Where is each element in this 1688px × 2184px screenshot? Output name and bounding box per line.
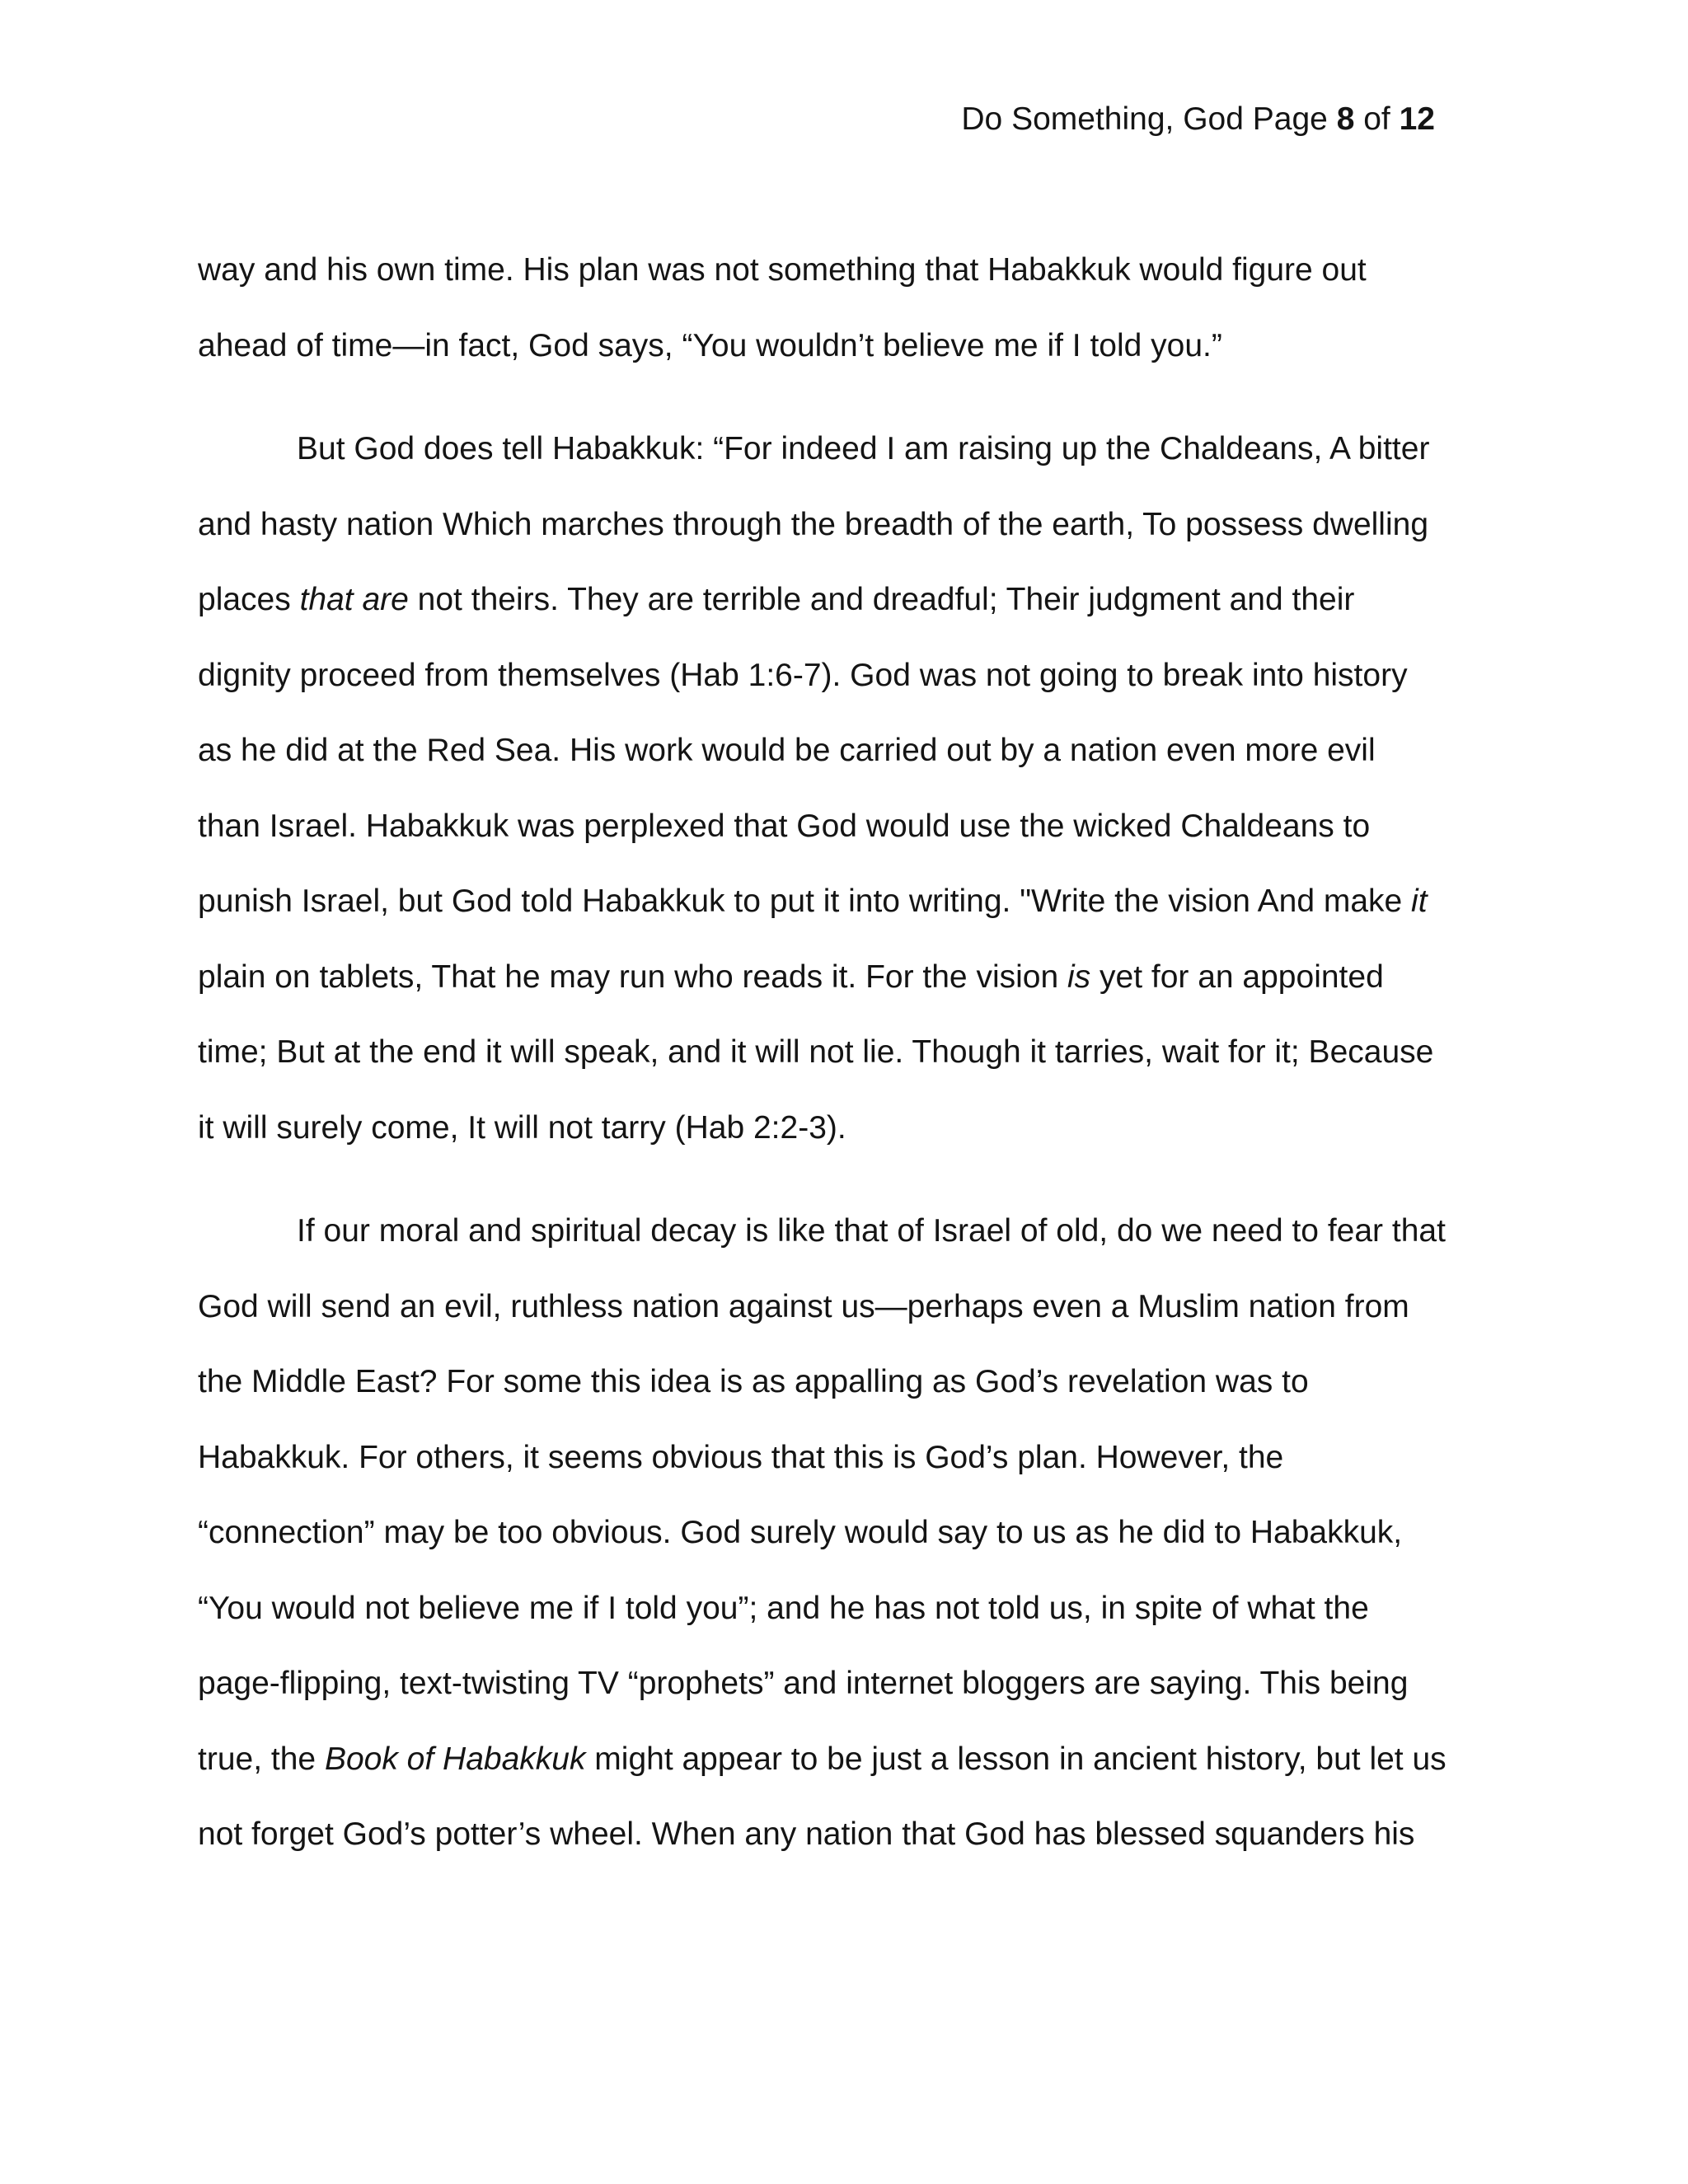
- italic-text: it: [1411, 883, 1428, 919]
- text-line: “connection” may be too obvious. God surely would say to us as he did to Habakkuk,: [198, 1515, 1403, 1550]
- text-line: God will send an evil, ruthless nation against us—perhaps even a Muslim nation from: [198, 1288, 1409, 1324]
- text-line: dignity proceed from themselves (Hab 1:6-7). God was not going to break into history: [198, 657, 1408, 693]
- header-of-label: of: [1363, 101, 1390, 137]
- text-line: true, the Book of Habakkuk might appear to be just a lesson in ancient history, but let us: [198, 1741, 1447, 1777]
- document-body: [198, 232, 1500, 1872]
- header-title: Do Something, God Page: [961, 101, 1328, 137]
- text-line: “You would not believe me if I told you”; and he has not told us, in spite of what the: [198, 1590, 1369, 1626]
- text-line: places that are not theirs. They are terrible and dreadful; Their judgment and their: [198, 582, 1355, 617]
- text-line: the Middle East? For some this idea is as appalling as God’s revelation was to: [198, 1364, 1309, 1399]
- text-line: way and his own time. His plan was not something that Habakkuk would figure out: [198, 252, 1367, 288]
- text-line: and hasty nation Which marches through the breadth of the earth, To possess dwelling: [198, 506, 1429, 542]
- paragraph-moral-decay: [198, 1193, 1500, 1872]
- italic-text: that are: [299, 582, 409, 617]
- text-line: ahead of time—in fact, God says, “You wouldn’t believe me if I told you.”: [198, 327, 1222, 363]
- header-total-pages: 12: [1399, 101, 1435, 137]
- paragraph-chaldeans: [198, 411, 1500, 1165]
- text-line: plain on tablets, That he may run who reads it. For the vision is yet for an appointed: [198, 958, 1384, 995]
- italic-text: is: [1067, 958, 1091, 995]
- text-line: If our moral and spiritual decay is like that of Israel of old, do we need to fear that: [297, 1213, 1446, 1249]
- paragraph-continuation: [198, 232, 1500, 383]
- text-line: But God does tell Habakkuk: “For indeed I am raising up the Chaldeans, A bitter: [297, 431, 1430, 466]
- text-line: as he did at the Red Sea. His work would be carried out by a nation even more evil: [198, 733, 1376, 768]
- text-line: punish Israel, but God told Habakkuk to put it into writing. "Write the vision And make it: [198, 883, 1428, 919]
- text-line: it will surely come, It will not tarry (Hab 2:2-3).: [198, 1109, 846, 1146]
- text-line: Habakkuk. For others, it seems obvious that this is God’s plan. However, the: [198, 1439, 1284, 1475]
- text-line: time; But at the end it will speak, and it will not lie. Though it tarries, wait for it; Because: [198, 1034, 1434, 1070]
- text-line: page-flipping, text-twisting TV “prophets” and internet bloggers are saying. This being: [198, 1666, 1409, 1701]
- page-header: [961, 97, 1435, 142]
- text-line: than Israel. Habakkuk was perplexed that God would use the wicked Chaldeans to: [198, 808, 1371, 844]
- header-current-page: 8: [1336, 101, 1355, 137]
- text-line: not forget God’s potter’s wheel. When any nation that God has blessed squanders his: [198, 1816, 1415, 1852]
- italic-text: Book of Habakkuk: [324, 1741, 586, 1777]
